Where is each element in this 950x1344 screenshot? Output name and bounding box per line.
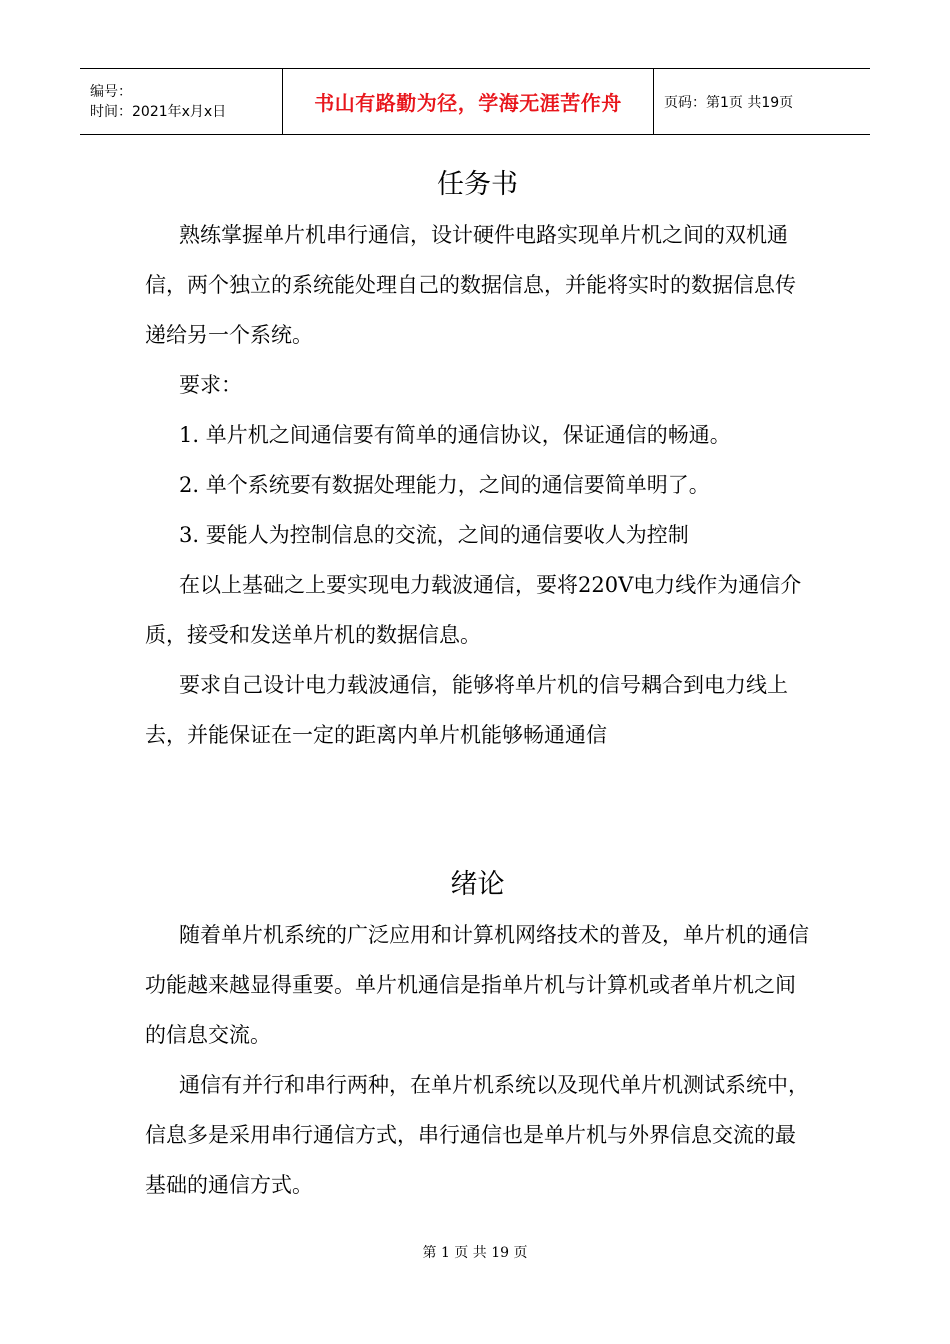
list-item: 3. 要能人为控制信息的交流，之间的通信要收人为控制 (179, 523, 689, 547)
header-page-info: 页码：第1页 共19页 (664, 94, 794, 111)
section-spacer (145, 760, 810, 860)
section-title-introduction: 绪论 (450, 869, 505, 900)
list-item: 2. 单个系统要有数据处理能力，之间的通信要简单明了。 (179, 473, 710, 497)
header-page-cell (654, 69, 870, 134)
document-body (145, 160, 810, 1210)
paragraph: 通信有并行和串行两种，在单片机系统以及现代单片机测试系统中，信息多是采用串行通信方式，串行通信也是单片机与外界信息交流的最基础的通信方式。 (145, 1073, 809, 1197)
document-number-label: 编号： (90, 83, 132, 100)
page-footer: 第 1 页 共 19 页 (422, 1245, 528, 1261)
header-meta (80, 69, 282, 134)
page-header (80, 68, 870, 135)
header-motto-cell (282, 69, 654, 134)
document-date: 时间：2021年x月x日 (90, 103, 227, 120)
section-title-task: 任务书 (437, 169, 518, 200)
list-item: 1. 单片机之间通信要有简单的通信协议，保证通信的畅通。 (179, 423, 731, 447)
paragraph: 熟练掌握单片机串行通信，设计硬件电路实现单片机之间的双机通信，两个独立的系统能处理自己的数据信息，并能将实时的数据信息传递给另一个系统。 (145, 223, 796, 347)
header-motto: 书山有路勤为径，学海无涯苦作舟 (314, 91, 622, 115)
paragraph: 要求自己设计电力载波通信，能够将单片机的信号耦合到电力线上去，并能保证在一定的距离内单片机能够畅通通信 (145, 673, 788, 747)
paragraph: 要求： (179, 373, 242, 397)
paragraph: 随着单片机系统的广泛应用和计算机网络技术的普及，单片机的通信功能越来越显得重要。单片机通信是指单片机与计算机或者单片机之间的信息交流。 (145, 923, 809, 1047)
paragraph: 在以上基础之上要实现电力载波通信，要将220V电力线作为通信介质，接受和发送单片机的数据信息。 (145, 573, 802, 647)
